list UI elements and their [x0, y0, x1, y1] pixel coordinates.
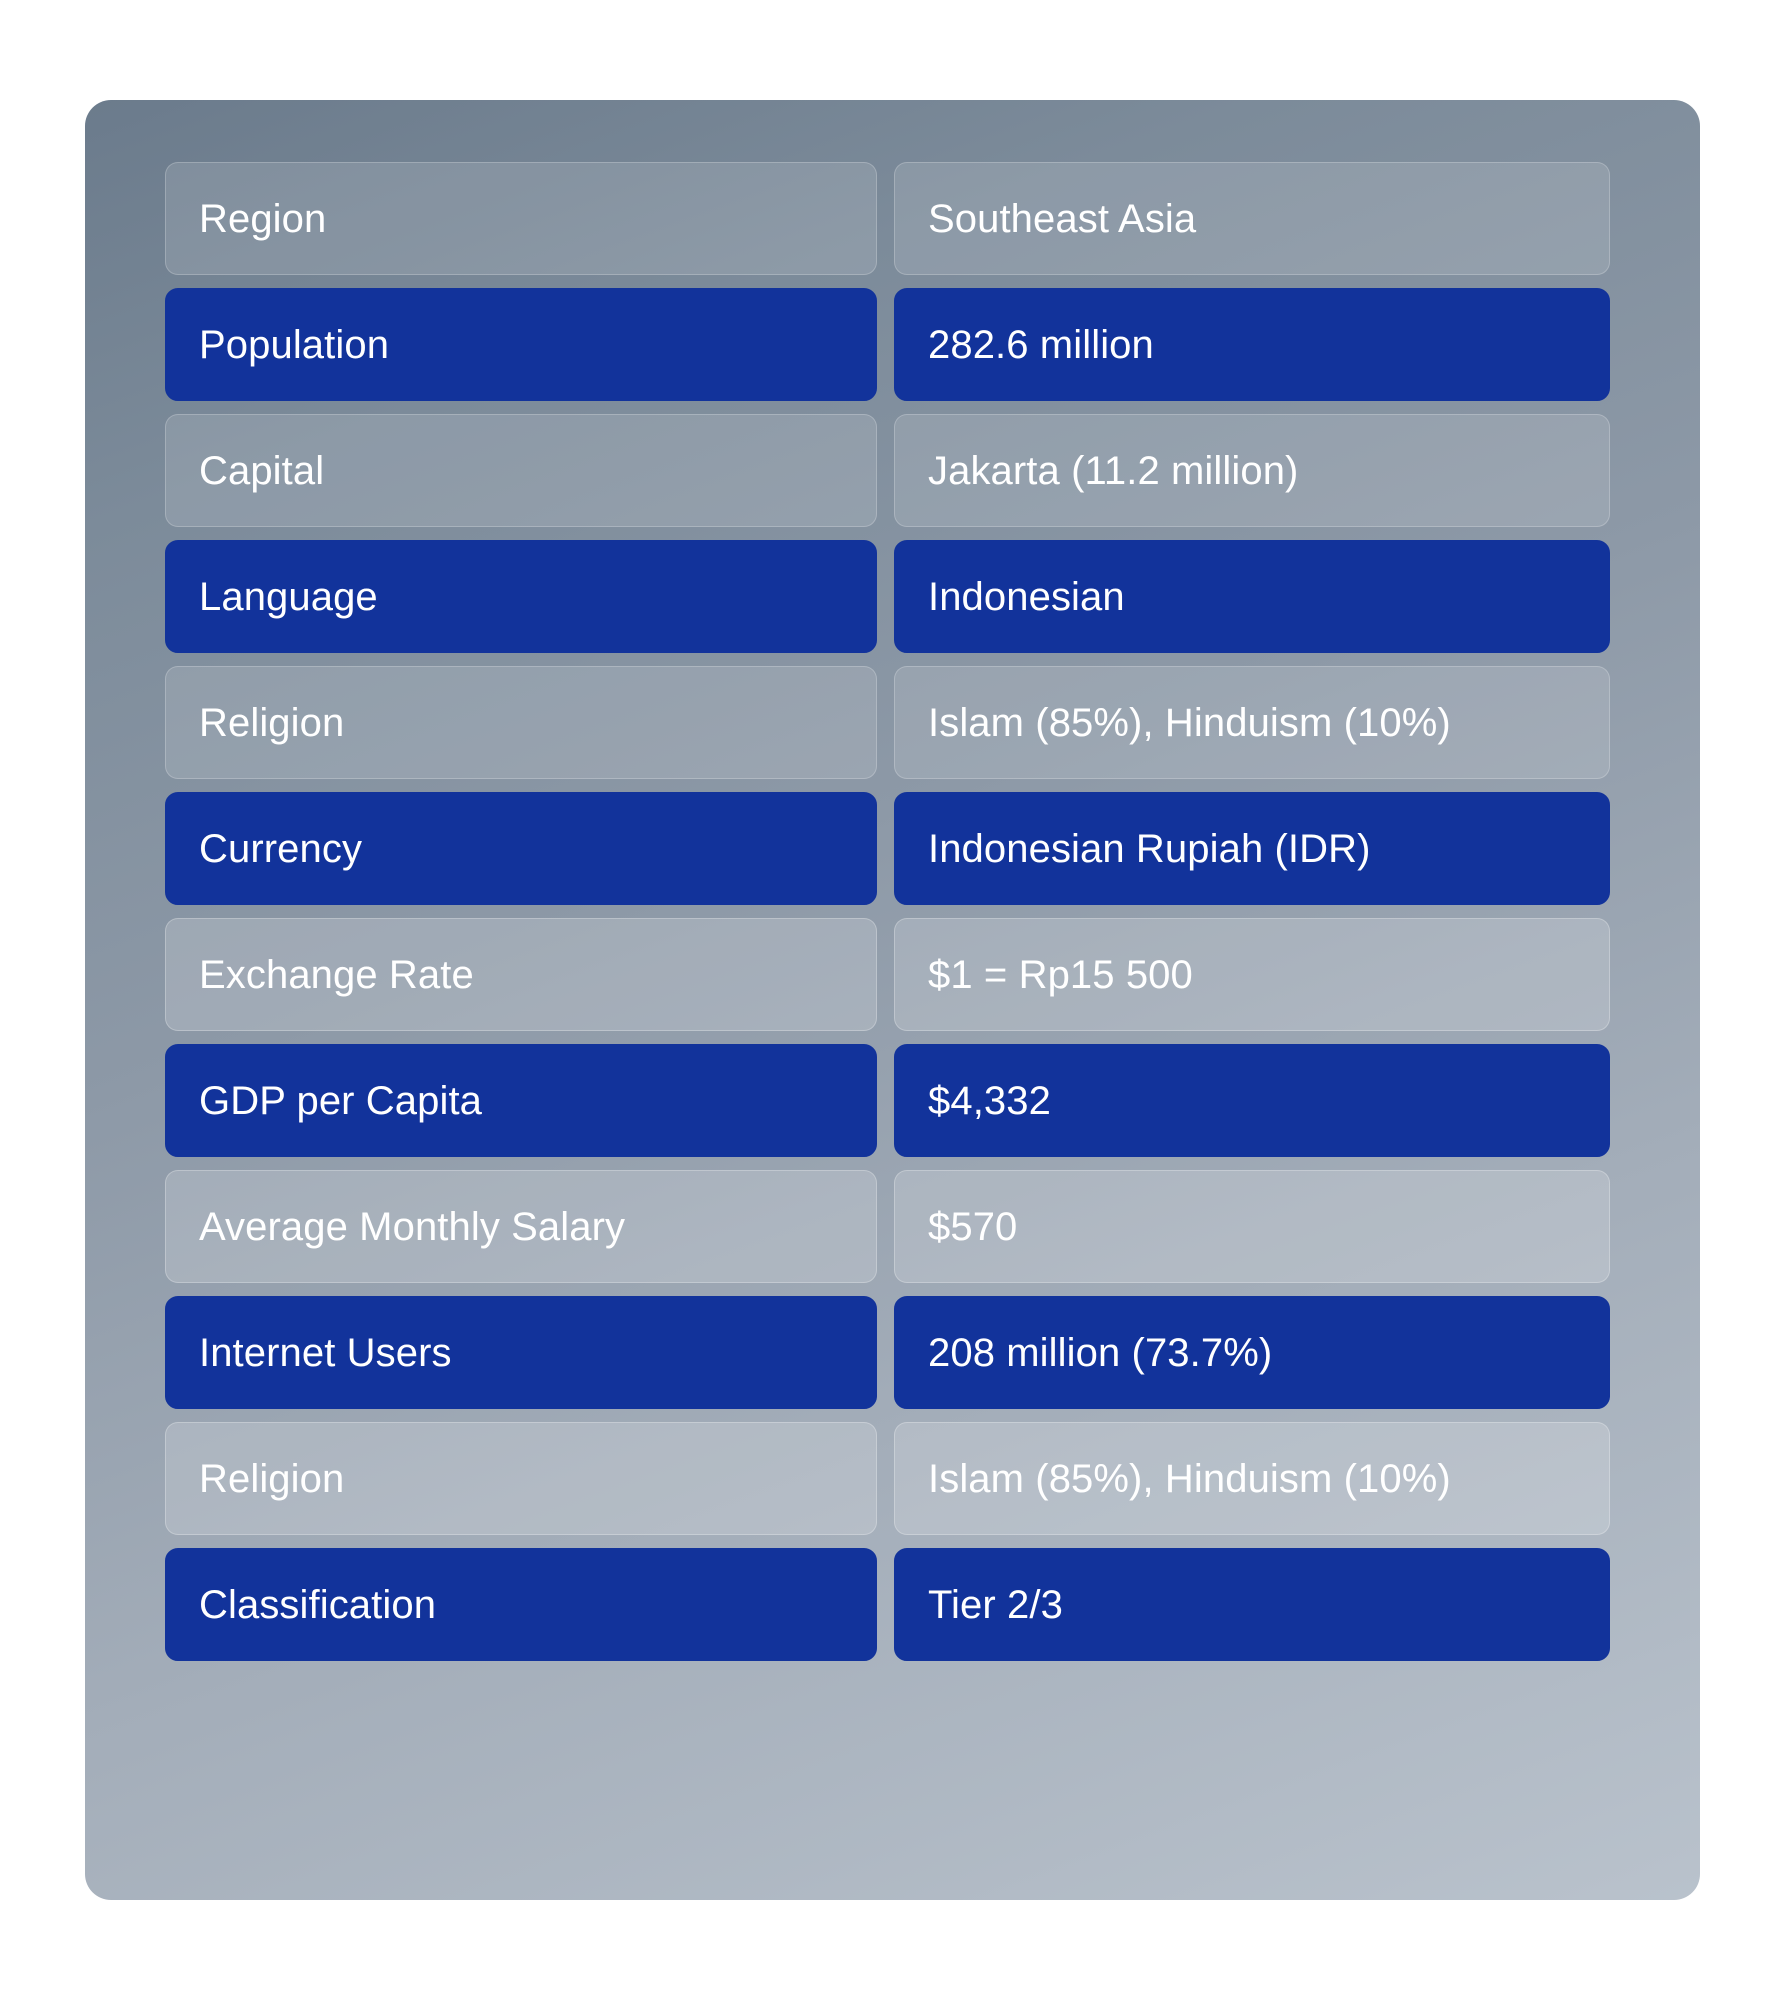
row-label-cell: Capital — [165, 414, 877, 527]
row-label-cell: Currency — [165, 792, 877, 905]
table-row — [165, 1044, 1620, 1157]
table-row — [165, 540, 1620, 653]
row-value-cell: Islam (85%), Hinduism (10%) — [894, 666, 1610, 779]
table-row — [165, 162, 1620, 275]
table-row — [165, 666, 1620, 779]
row-value-cell: 282.6 million — [894, 288, 1610, 401]
row-value-cell: Indonesian Rupiah (IDR) — [894, 792, 1610, 905]
row-label-cell: Exchange Rate — [165, 918, 877, 1031]
table-row — [165, 288, 1620, 401]
row-label-cell: Region — [165, 162, 877, 275]
row-value-cell: Indonesian — [894, 540, 1610, 653]
row-label-cell: Population — [165, 288, 877, 401]
table-row — [165, 1170, 1620, 1283]
row-value-cell: 208 million (73.7%) — [894, 1296, 1610, 1409]
row-value-cell: $570 — [894, 1170, 1610, 1283]
table-row — [165, 1548, 1620, 1661]
table-row — [165, 1422, 1620, 1535]
table-row — [165, 414, 1620, 527]
table-row — [165, 792, 1620, 905]
row-value-cell: Islam (85%), Hinduism (10%) — [894, 1422, 1610, 1535]
table-row — [165, 1296, 1620, 1409]
row-label-cell: Average Monthly Salary — [165, 1170, 877, 1283]
row-label-cell: Religion — [165, 666, 877, 779]
row-label-cell: Classification — [165, 1548, 877, 1661]
row-value-cell: Tier 2/3 — [894, 1548, 1610, 1661]
row-label-cell: Religion — [165, 1422, 877, 1535]
row-label-cell: Language — [165, 540, 877, 653]
country-profile-table — [165, 162, 1620, 1661]
row-value-cell: Jakarta (11.2 million) — [894, 414, 1610, 527]
row-value-cell: $4,332 — [894, 1044, 1610, 1157]
table-row — [165, 918, 1620, 1031]
row-value-cell: $1 = Rp15 500 — [894, 918, 1610, 1031]
row-value-cell: Southeast Asia — [894, 162, 1610, 275]
row-label-cell: GDP per Capita — [165, 1044, 877, 1157]
row-label-cell: Internet Users — [165, 1296, 877, 1409]
country-profile-panel — [85, 100, 1700, 1900]
